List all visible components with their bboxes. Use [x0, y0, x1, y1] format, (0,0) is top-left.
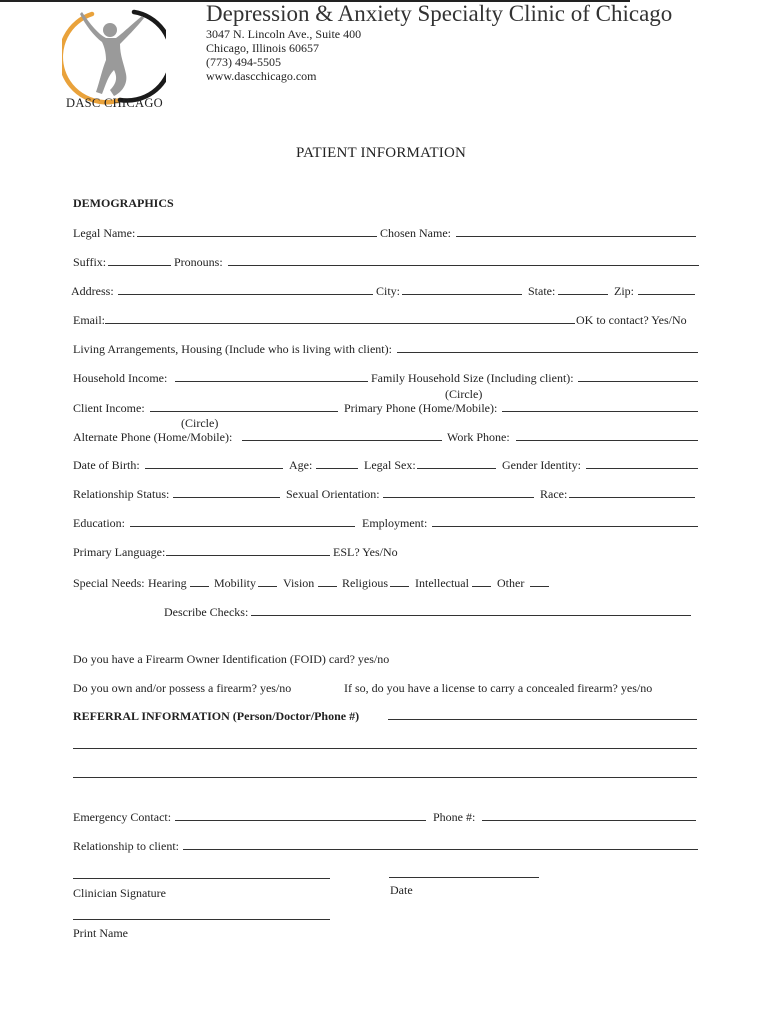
circle-note-primary: (Circle) [445, 387, 483, 401]
vision-check-field[interactable] [318, 586, 337, 587]
age-field[interactable] [316, 468, 358, 469]
legal-sex-label: Legal Sex: [364, 458, 416, 472]
chosen-name-label: Chosen Name: [380, 226, 451, 240]
own-firearm-question: Do you own and/or possess a firearm? yes/no [73, 681, 292, 695]
employment-field[interactable] [432, 526, 698, 527]
date-field[interactable] [389, 877, 539, 878]
legal-sex-field[interactable] [417, 468, 496, 469]
emergency-phone-label: Phone #: [433, 810, 476, 824]
pronouns-field[interactable] [228, 265, 699, 266]
city-field[interactable] [402, 294, 522, 295]
living-arrangements-label: Living Arrangements, Housing (Include who is living with client): [73, 342, 392, 356]
hearing-label: Hearing [148, 576, 187, 590]
primary-phone-label: Primary Phone (Home/Mobile): [344, 401, 498, 415]
race-field[interactable] [569, 497, 695, 498]
work-phone-field[interactable] [516, 440, 698, 441]
emergency-contact-label: Emergency Contact: [73, 810, 172, 824]
religious-check-field[interactable] [390, 586, 409, 587]
vision-label: Vision [283, 576, 315, 590]
education-field[interactable] [130, 526, 355, 527]
legal-name-label: Legal Name: [73, 226, 136, 240]
legal-name-field[interactable] [137, 236, 377, 237]
special-needs-label: Special Needs: [73, 576, 145, 590]
other-check-field[interactable] [530, 586, 549, 587]
describe-checks-label: Describe Checks: [164, 605, 249, 619]
email-label: Email: [73, 313, 105, 327]
relationship-status-field[interactable] [173, 497, 280, 498]
address-field[interactable] [118, 294, 373, 295]
living-arrangements-field[interactable] [397, 352, 698, 353]
gender-identity-field[interactable] [586, 468, 698, 469]
primary-language-field[interactable] [166, 555, 330, 556]
dob-label: Date of Birth: [73, 458, 140, 472]
dob-field[interactable] [145, 468, 283, 469]
clinic-phone: (773) 494-5505 [206, 55, 281, 69]
relationship-to-client-label: Relationship to client: [73, 839, 179, 853]
age-label: Age: [289, 458, 313, 472]
esl-label: ESL? Yes/No [333, 545, 398, 559]
relationship-to-client-field[interactable] [183, 849, 698, 850]
religious-label: Religious [342, 576, 389, 590]
suffix-field[interactable] [108, 265, 171, 266]
zip-field[interactable] [638, 294, 695, 295]
gender-identity-label: Gender Identity: [502, 458, 581, 472]
hearing-check-field[interactable] [190, 586, 209, 587]
sexual-orientation-label: Sexual Orientation: [286, 487, 380, 501]
circle-note-alternate: (Circle) [181, 416, 219, 430]
clinician-signature-label: Clinician Signature [73, 886, 166, 900]
intellectual-label: Intellectual [415, 576, 469, 590]
other-label: Other [497, 576, 525, 590]
dasc-logo-icon [62, 4, 166, 108]
date-label: Date [390, 883, 413, 897]
pronouns-label: Pronouns: [174, 255, 223, 269]
household-income-label: Household Income: [73, 371, 168, 385]
demographics-heading: DEMOGRAPHICS [73, 196, 174, 210]
state-label: State: [528, 284, 556, 298]
race-label: Race: [540, 487, 568, 501]
referral-heading: REFERRAL INFORMATION (Person/Doctor/Phone #) [73, 709, 360, 723]
client-income-label: Client Income: [73, 401, 145, 415]
family-household-size-field[interactable] [578, 381, 698, 382]
education-label: Education: [73, 516, 125, 530]
suffix-label: Suffix: [73, 255, 107, 269]
primary-language-label: Primary Language: [73, 545, 166, 559]
sexual-orientation-field[interactable] [383, 497, 534, 498]
emergency-contact-field[interactable] [175, 820, 426, 821]
referral-field-2[interactable] [73, 748, 697, 749]
logo-text: DASC CHICAGO [66, 96, 164, 110]
relationship-status-label: Relationship Status: [73, 487, 170, 501]
address-line2: Chicago, Illinois 60657 [206, 41, 319, 55]
referral-field-3[interactable] [73, 777, 697, 778]
primary-phone-field[interactable] [502, 411, 698, 412]
state-field[interactable] [558, 294, 608, 295]
intellectual-check-field[interactable] [472, 586, 491, 587]
family-household-size-label: Family Household Size (Including client): [371, 371, 574, 385]
emergency-phone-field[interactable] [482, 820, 696, 821]
alternate-phone-field[interactable] [242, 440, 442, 441]
form-title: PATIENT INFORMATION [296, 145, 467, 161]
zip-label: Zip: [614, 284, 634, 298]
mobility-label: Mobility [214, 576, 257, 590]
employment-label: Employment: [362, 516, 428, 530]
work-phone-label: Work Phone: [447, 430, 510, 444]
print-name-label: Print Name [73, 926, 128, 940]
alternate-phone-label: Alternate Phone (Home/Mobile): [73, 430, 233, 444]
ok-to-contact-label: OK to contact? Yes/No [576, 313, 687, 327]
clinician-signature-field[interactable] [73, 878, 330, 879]
chosen-name-field[interactable] [456, 236, 696, 237]
address-line1: 3047 N. Lincoln Ave., Suite 400 [206, 27, 362, 41]
print-name-field[interactable] [73, 919, 330, 920]
referral-field-1[interactable] [388, 719, 697, 720]
foid-question: Do you have a Firearm Owner Identification (FOID) card? yes/no [73, 652, 390, 666]
city-label: City: [376, 284, 401, 298]
client-income-field[interactable] [150, 411, 338, 412]
concealed-license-question: If so, do you have a license to carry a concealed firearm? yes/no [344, 681, 653, 695]
describe-checks-field[interactable] [251, 615, 691, 616]
household-income-field[interactable] [175, 381, 368, 382]
address-label: Address: [71, 284, 114, 298]
email-field[interactable] [105, 323, 575, 324]
clinic-website: www.dascchicago.com [206, 69, 317, 83]
mobility-check-field[interactable] [258, 586, 277, 587]
clinic-name: Depression & Anxiety Specialty Clinic of Chicago [206, 1, 673, 26]
